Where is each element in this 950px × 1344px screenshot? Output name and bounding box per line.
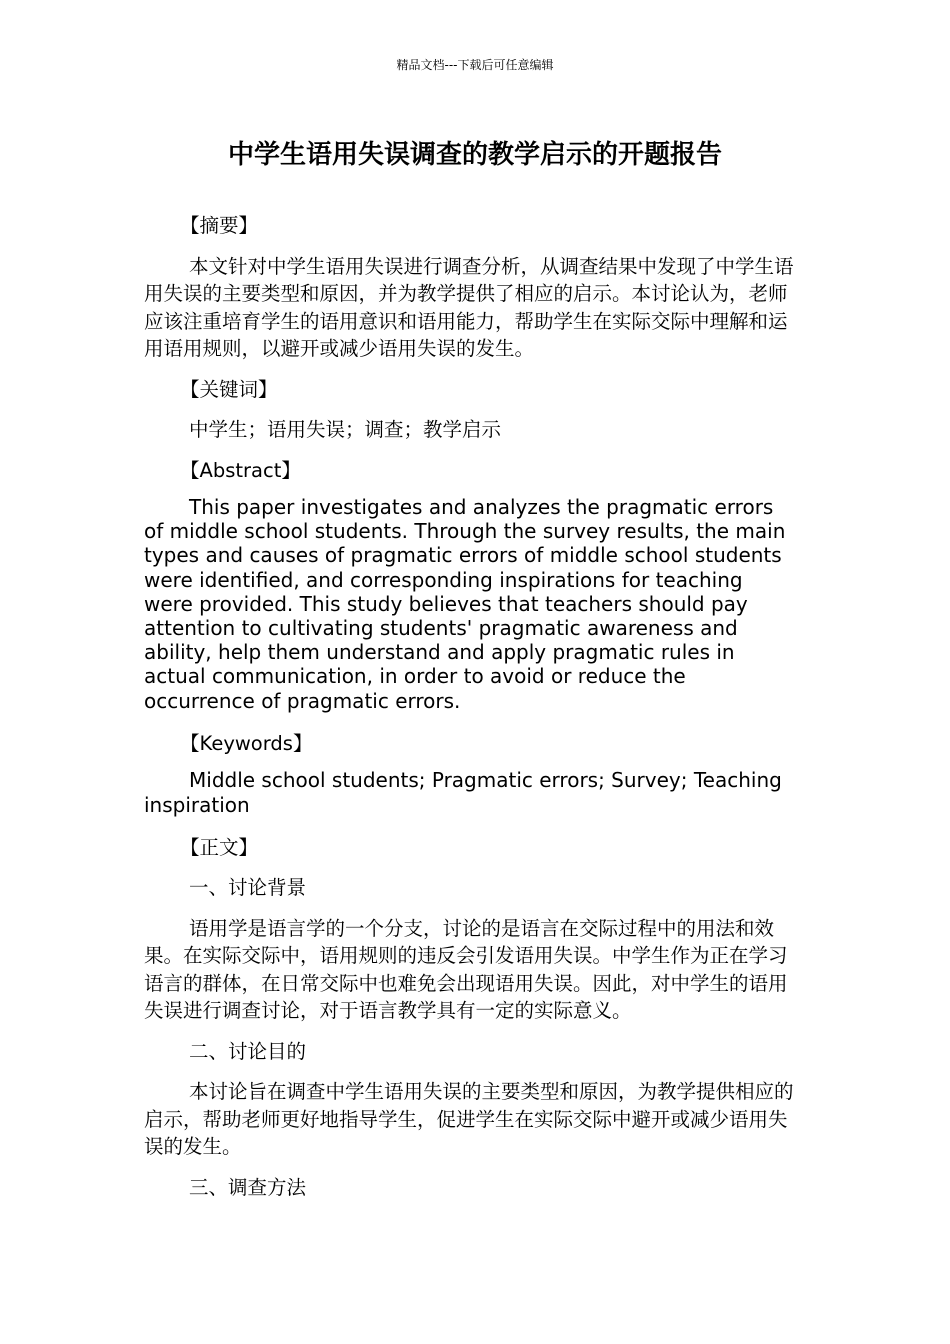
section-heading: 一、讨论背景	[189, 876, 307, 900]
abstract-text: 本文针对中学生语用失误进行调查分析，从调查结果中发现了中学生语用失误的主要类型和原因，并为教学提供了相应的启示。本讨论认为，老师应该注重培育学生的语用意识和语用能力，帮助学生在实际交际中理解和运用语用规则，以避开或减少语用失误的发生。	[144, 254, 794, 360]
keywords-text: 中学生；语用失误；调查；教学启示	[189, 418, 502, 441]
abstract-en-label: 【Abstract】	[180, 458, 301, 482]
body-label: 【正文】	[180, 835, 259, 859]
section-paragraph: 本讨论旨在调查中学生语用失误的主要类型和原因，为教学提供相应的启示，帮助老师更好地指导学生，促进学生在实际交际中避开或减少语用失误的发生。	[144, 1080, 794, 1159]
section-heading: 三、调查方法	[189, 1175, 307, 1199]
keywords-en-text: Middle school students; Pragmatic errors; Survey; Teaching inspiration	[144, 768, 782, 817]
page-title: 中学生语用失误调查的教学启示的开题报告	[227, 140, 722, 170]
document-body	[144, 212, 796, 1201]
keywords-label: 【关键词】	[180, 377, 278, 401]
header-note: 精品文档---下载后可任意编辑	[396, 58, 554, 72]
section-heading: 二、讨论目的	[189, 1039, 307, 1063]
keywords-en-label: 【Keywords】	[180, 731, 313, 755]
section-paragraph: 语用学是语言学的一个分支，讨论的是语言在交际过程中的用法和效果。在实际交际中，语用规则的违反会引发语用失误。中学生作为正在学习语言的群体，在日常交际中也难免会出现语用失误。因此，对中学生的语用失误进行调查讨论，对于语言教学具有一定的实际意义。	[144, 916, 788, 1023]
abstract-en-text: This paper investigates and analyzes the pragmatic errors of middle school students. Through the survey results, the main types and causes of pragmatic errors of middle school students were identified, and corresponding inspirations for teaching were provided. This study believes that teachers should pay attention to cultivating students' pragmatic awareness and ability, help them understand and apply pragmatic rules in actual communication, in order to avoid or reduce the occurrence of pragmatic errors.	[144, 495, 786, 713]
abstract-label: 【摘要】	[180, 214, 259, 237]
